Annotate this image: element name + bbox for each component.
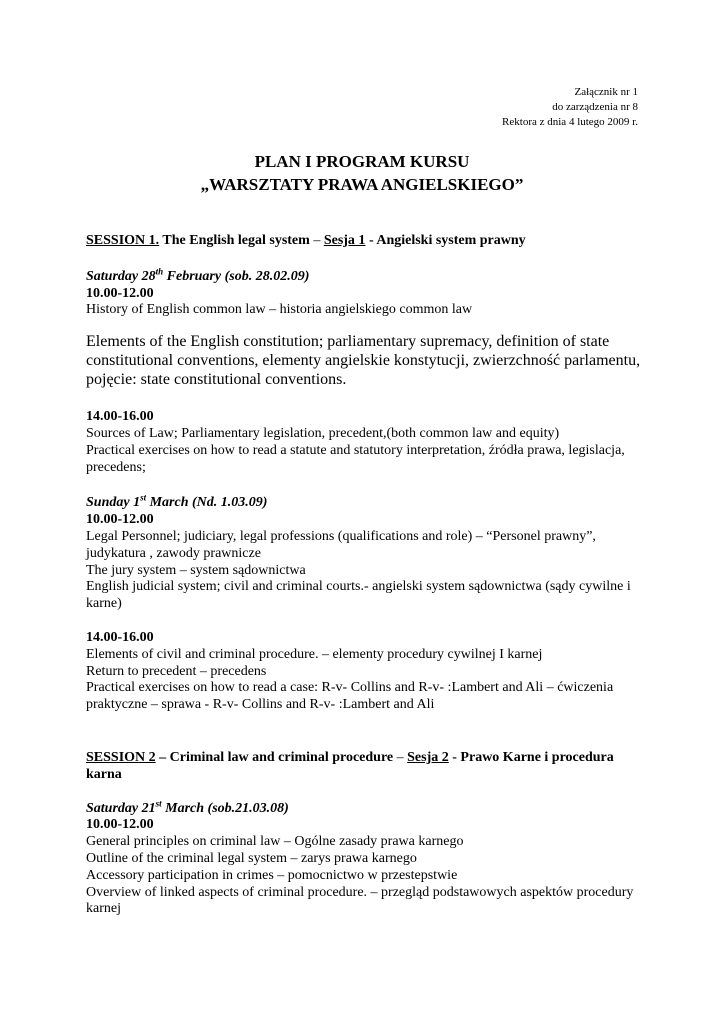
session-2-day-1-date [86,797,646,818]
session-1-day-1-afternoon-line: Practical exercises on how to read a statute and statutory interpretation, źródła prawa, legislacja, precedens; [86,442,625,475]
session-2-day-1-morning-line: Outline of the criminal legal system – zarys prawa karnego [86,850,417,866]
session-1-day-1-afternoon-line: Sources of Law; Parliamentary legislation, precedent,(both common law and equity) [86,425,560,441]
session-2-heading [86,750,646,784]
date-suffix: st [140,492,147,503]
session-2-day-1-morning-line: Accessory participation in crimes – pomocnictwo w przestepstwie [86,867,458,883]
title-line-2: „WARSZTATY PRAWA ANGIELSKIEGO” [200,175,524,194]
session-1-day-1-constitution-paragraph: Elements of the English constitution; parliamentary supremacy, definition of state constitutional conventions, elementy angielskie konstytucji, zwierzchność parlamentu, pojęcie: state constitutional conventions. [86,333,641,389]
session-1-day-2-morning-time: 10.00-12.00 [86,512,154,528]
session-2-label-pl: Sesja 2 [407,749,449,765]
session-1-day-1-morning-time: 10.00-12.00 [86,285,154,301]
session-1-heading [86,233,646,250]
session-1-day-2-afternoon-line: Elements of civil and criminal procedure. – elementy procedury cywilnej I karnej [86,646,543,662]
title-line-1: PLAN I PROGRAM KURSU [254,152,470,171]
attachment-line-1: Załącznik nr 1 [574,86,638,98]
session-1-day-2-afternoon-line: Return to precedent – precedens [86,663,267,679]
session-1-title-pl: - Angielski system prawny [365,233,526,248]
session-1-day-2-morning-line: English judicial system; civil and criminal courts.- angielski system sądownictwa (sądy cywilne i karne) [86,579,631,612]
date-text: Saturday 21 [86,800,156,816]
date-text: Sunday 1 [86,495,141,511]
date-suffix: st [155,797,162,808]
session-2-title-pl: - Prawo Karne i procedura karna [86,749,614,782]
session-2-day-1-morning-line: General principles on criminal law – Ogólne zasady prawa karnego [86,834,464,850]
document-title [0,150,724,196]
session-1-label: SESSION 1. [86,233,160,248]
session-2-day-1-morning-line: Overview of linked aspects of criminal procedure. – przegląd podstawowych aspektów procedury karnej [86,884,634,917]
session-1-day-1-date [86,266,646,286]
session-1-day-1-afternoon-time: 14.00-16.00 [86,409,154,425]
attachment-line-2: do zarządzenia nr 8 [552,101,638,113]
session-2-dash: – [393,749,408,765]
session-1-label-pl: Sesja 1 [323,233,366,248]
session-1-title-en: The English legal system [159,233,310,248]
date-text: Saturday 28 [86,268,156,284]
document-body [86,233,646,918]
session-2-day-1-morning-time: 10.00-12.00 [86,817,154,833]
session-1-dash: – [309,233,324,248]
session-2-title-en: – Criminal law and criminal procedure [155,749,394,765]
attachment-line-3: Rektora z dnia 4 lutego 2009 r. [502,116,638,128]
session-1-day-2-morning-line: Legal Personnel; judiciary, legal professions (qualifications and role) – “Personel prawny”, judykatura , zawody prawnicze [86,528,596,561]
session-1-day-2-date [86,492,646,512]
date-text: March (Nd. 1.03.09) [146,495,268,511]
attachment-header [502,85,638,130]
session-2-label: SESSION 2 [86,749,156,765]
date-text: March (sob.21.03.08) [161,800,289,816]
date-text: February (sob. 28.02.09) [163,268,310,284]
session-1-day-2-afternoon-line: Practical exercises on how to read a case: R-v- Collins and R-v- :Lambert and Ali – ćwiczenia praktyczne – sprawa - R-v- Collins and R-v- :Lambert and Ali [86,680,614,713]
session-1-day-1-morning-line: History of English common law – historia angielskiego common law [86,302,473,318]
session-1-day-2-afternoon-time: 14.00-16.00 [86,629,154,645]
date-suffix: th [155,266,164,277]
session-1-day-2-morning-line: The jury system – system sądownictwa [86,562,306,578]
